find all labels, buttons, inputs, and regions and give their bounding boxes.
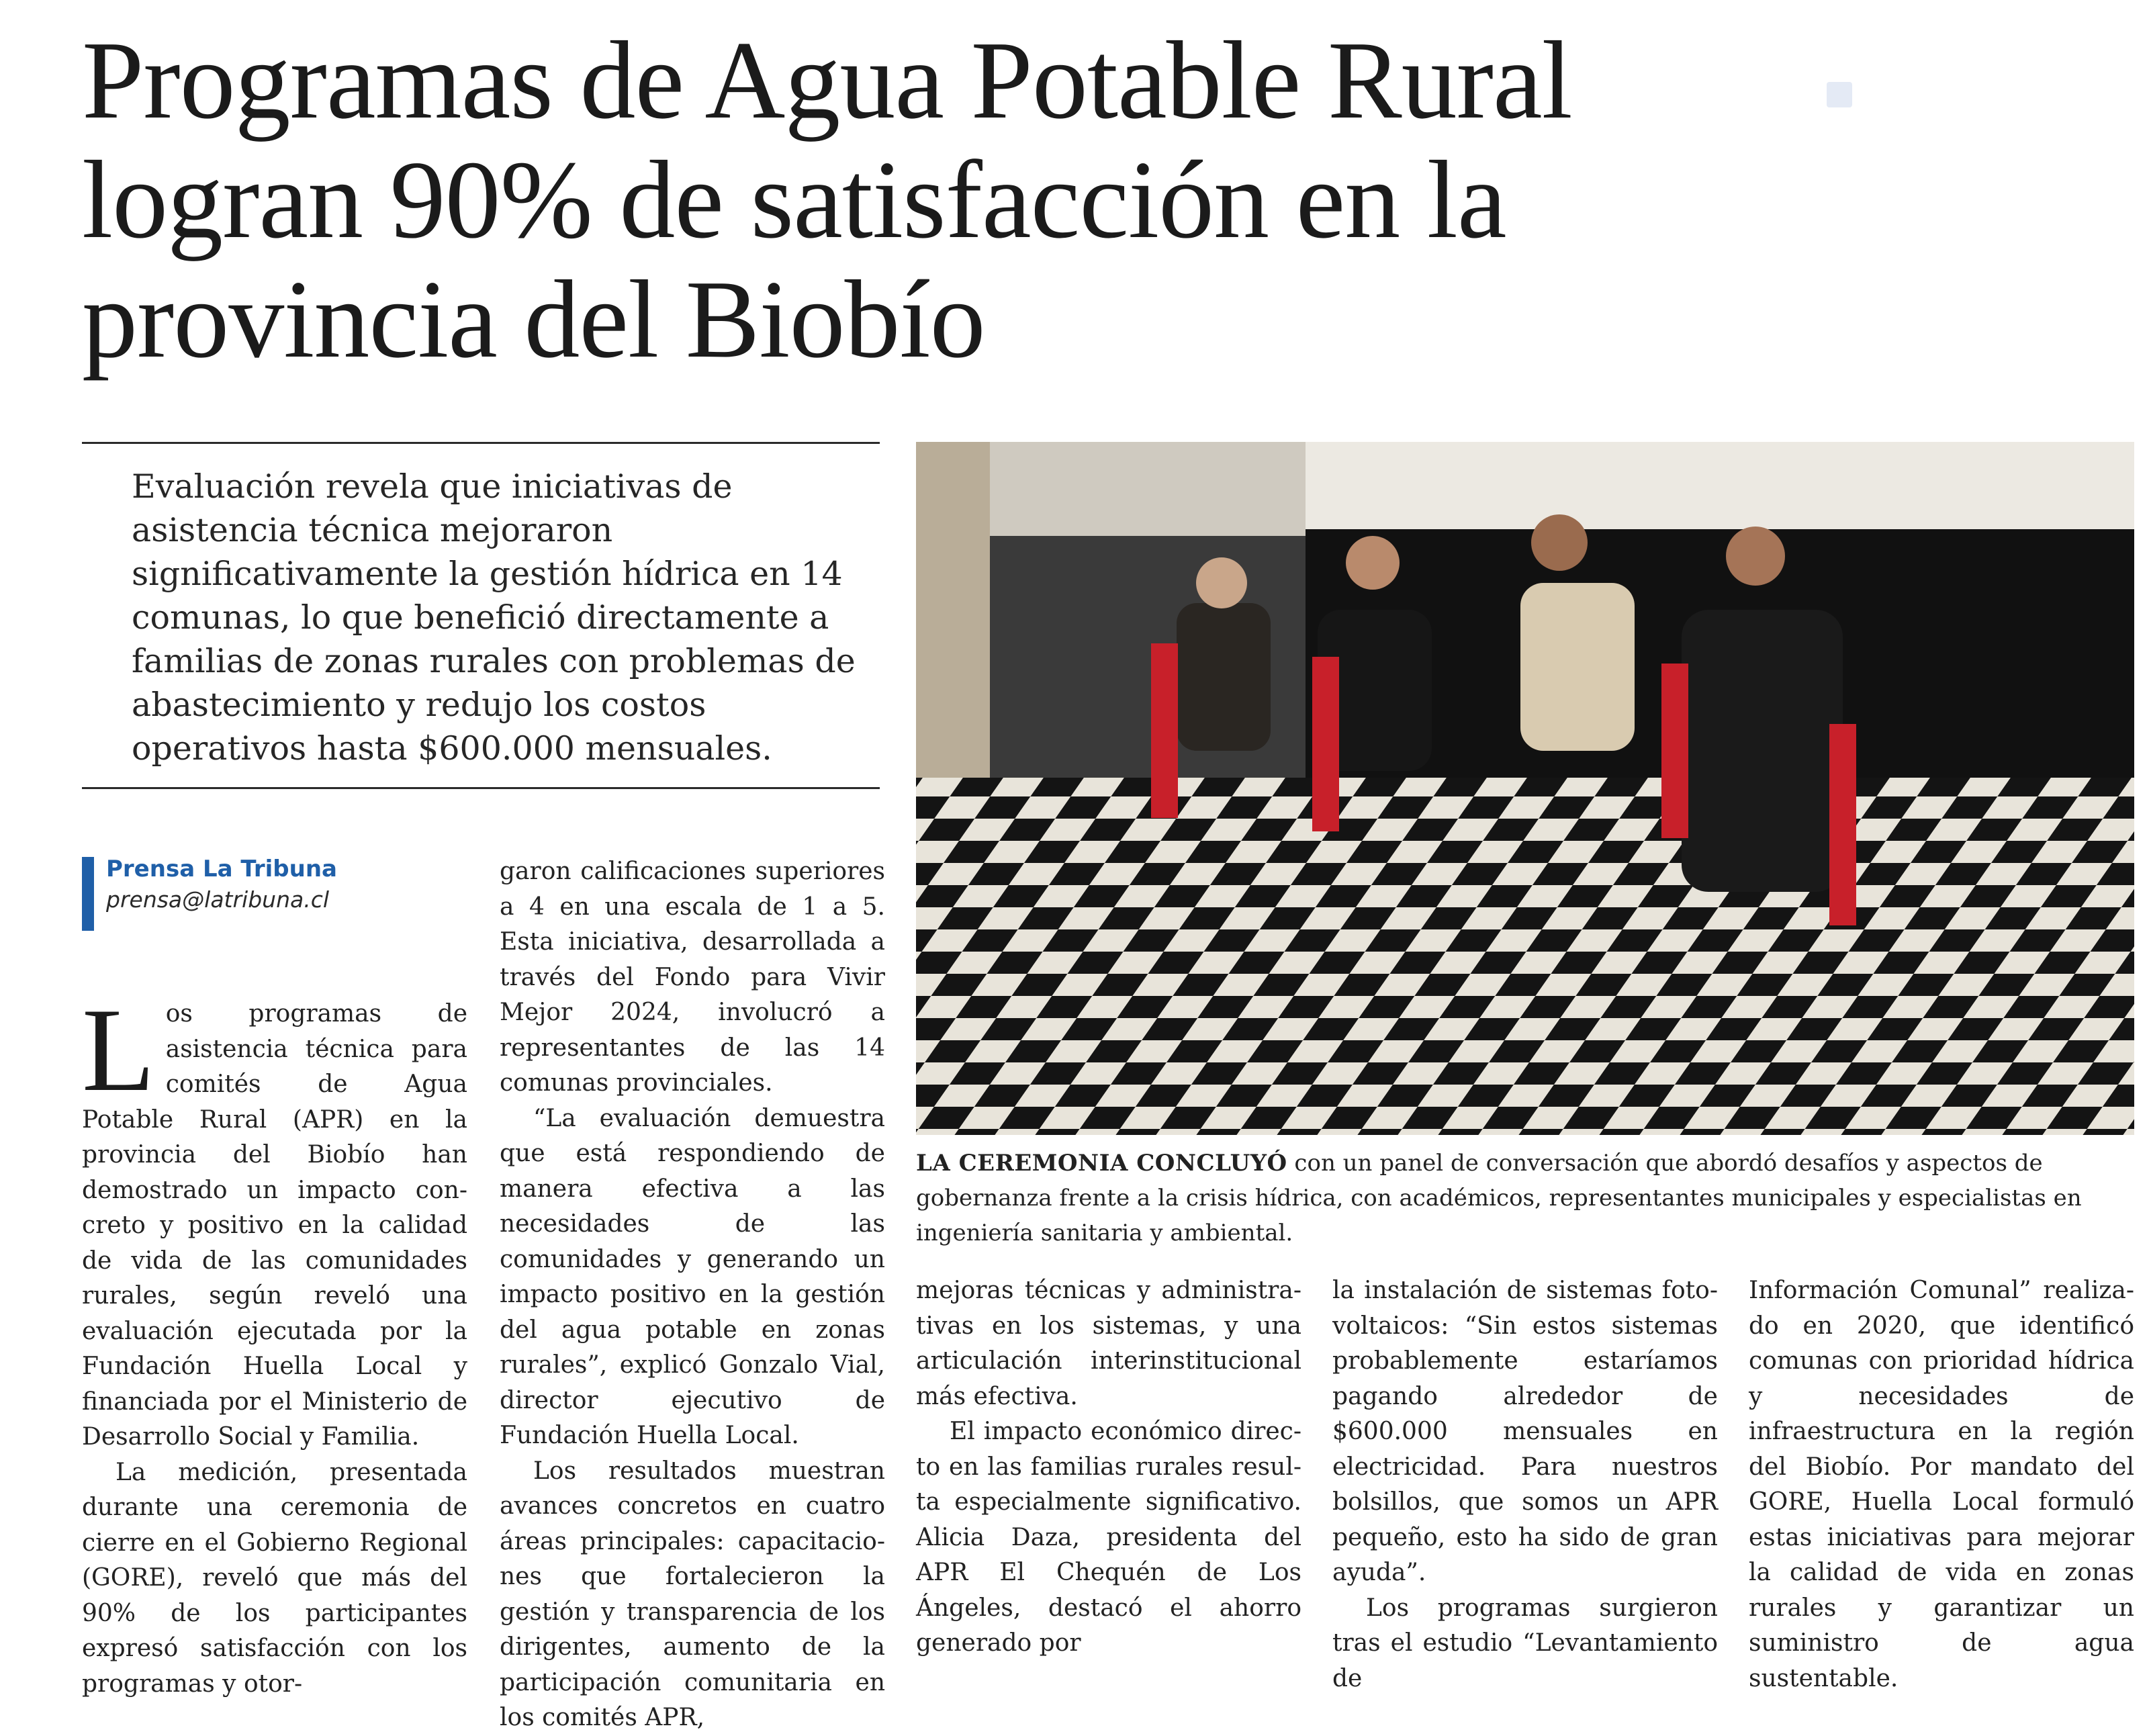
body-column-2 [500,854,885,1736]
caption-text: con un panel de conversación que abordó desafíos y aspectos de gobernanza frente a la crisis hídrica, con académicos, representantes municipales y especialistas en ingeniería sanitaria y ambiental. [916,1150,2082,1246]
body-paragraph: Información Comunal” realizado en 2020, que identificó comunas con prioridad hídrica y necesidades de infraestructura en la región del Biobío. Por mandato del GORE, Huella Local formuló estas iniciativas para mejorar la calidad de vida en zonas rurales y garantizar un suministro de agua sustentable. [1749,1277,2134,1692]
body-column-5 [1749,1273,2134,1696]
body-paragraph: El impacto económico directo en las familias rurales resulta especialmente significativo. Alicia Daza, presidenta del APR El Chequén de Los Ángeles, destacó el ahorro generado por [916,1418,1301,1657]
body-column-1 [82,983,467,1702]
body-paragraph: mejoras técnicas y administrativas en los sistemas, y una articulación interinstitucional más efectiva. [916,1277,1301,1410]
body-paragraph: garon calificaciones superiores a 4 en una escala de 1 a 5. Esta iniciativa, desarrollada a través del Fondo para Vivir Mejor 2024, involucró a representantes de las 14 comunas provinciales. [500,858,885,1097]
article-photo [916,442,2134,1135]
byline-email[interactable]: prensa@latribuna.cl [106,886,330,913]
caption-lead: LA CEREMONIA CONCLUYÓ [916,1150,1287,1177]
body-paragraph: Los resultados muestran avances concretos en cuatro áreas principales: capacitaciones que fortalecieron la gestión y transparencia de los dirigentes, aumento de la participación comunitaria en los comités APR, [500,1457,885,1731]
body-paragraph: La medición, presentada durante una ceremonia de cierre en el Gobierno Regional (GORE), reveló que más del 90% de los participantes expresó satisfacción con los programas y otor- [82,1458,467,1698]
byline-accent-bar [82,857,94,931]
byline-author: Prensa La Tribuna [106,856,337,882]
deck-top-rule [82,442,880,444]
body-paragraph: os programas de asistencia técnica para comités de Agua Potable Rural (APR) en la provincia del Biobío han demostrado un impacto concreto y positivo en la calidad de vida de las comunidades rurales, según reveló una evaluación ejecutada por la Fundación Huella Local y financiada por el Ministerio de Desarrollo Social y Familia. [82,1000,467,1451]
drop-cap: L [82,983,155,1116]
body-paragraph: “La evaluación demuestra que está respondiendo de manera efectiva a las necesidades de las comunidades y generando un impacto positivo en la gestión del agua potable en zonas rurales”, explicó Gonzalo Vial, director ejecutivo de Fundación Huella Local. [500,1104,885,1449]
page-corner-mark [1827,82,1852,107]
body-column-3 [916,1273,1301,1661]
body-column-4 [1332,1273,1718,1696]
deck-summary: Evaluación revela que iniciativas de asistencia técnica mejoraron significativamente la gestión hídrica en 14 comunas, lo que benefició directamente a familias de zonas rurales con problemas de abastecimiento y redujo los costos operativos hasta $600.000 mensuales. [132,467,856,768]
deck-bottom-rule [82,787,880,789]
headline: Programas de Agua Potable Rural logran 90% de satisfacción en la provincia del Biobío [82,18,1572,381]
photo-caption [916,1146,2134,1250]
body-paragraph: la instalación de sistemas fotovoltaicos: “Sin estos sistemas probablemente estaríamos pagando alrededor de $600.000 mensuales en electricidad. Para nuestros bolsillos, que somos un APR pequeño, esto ha sido de gran ayuda”. [1332,1277,1718,1586]
body-paragraph: Los programas surgieron tras el estudio “Levantamiento de [1332,1594,1718,1692]
